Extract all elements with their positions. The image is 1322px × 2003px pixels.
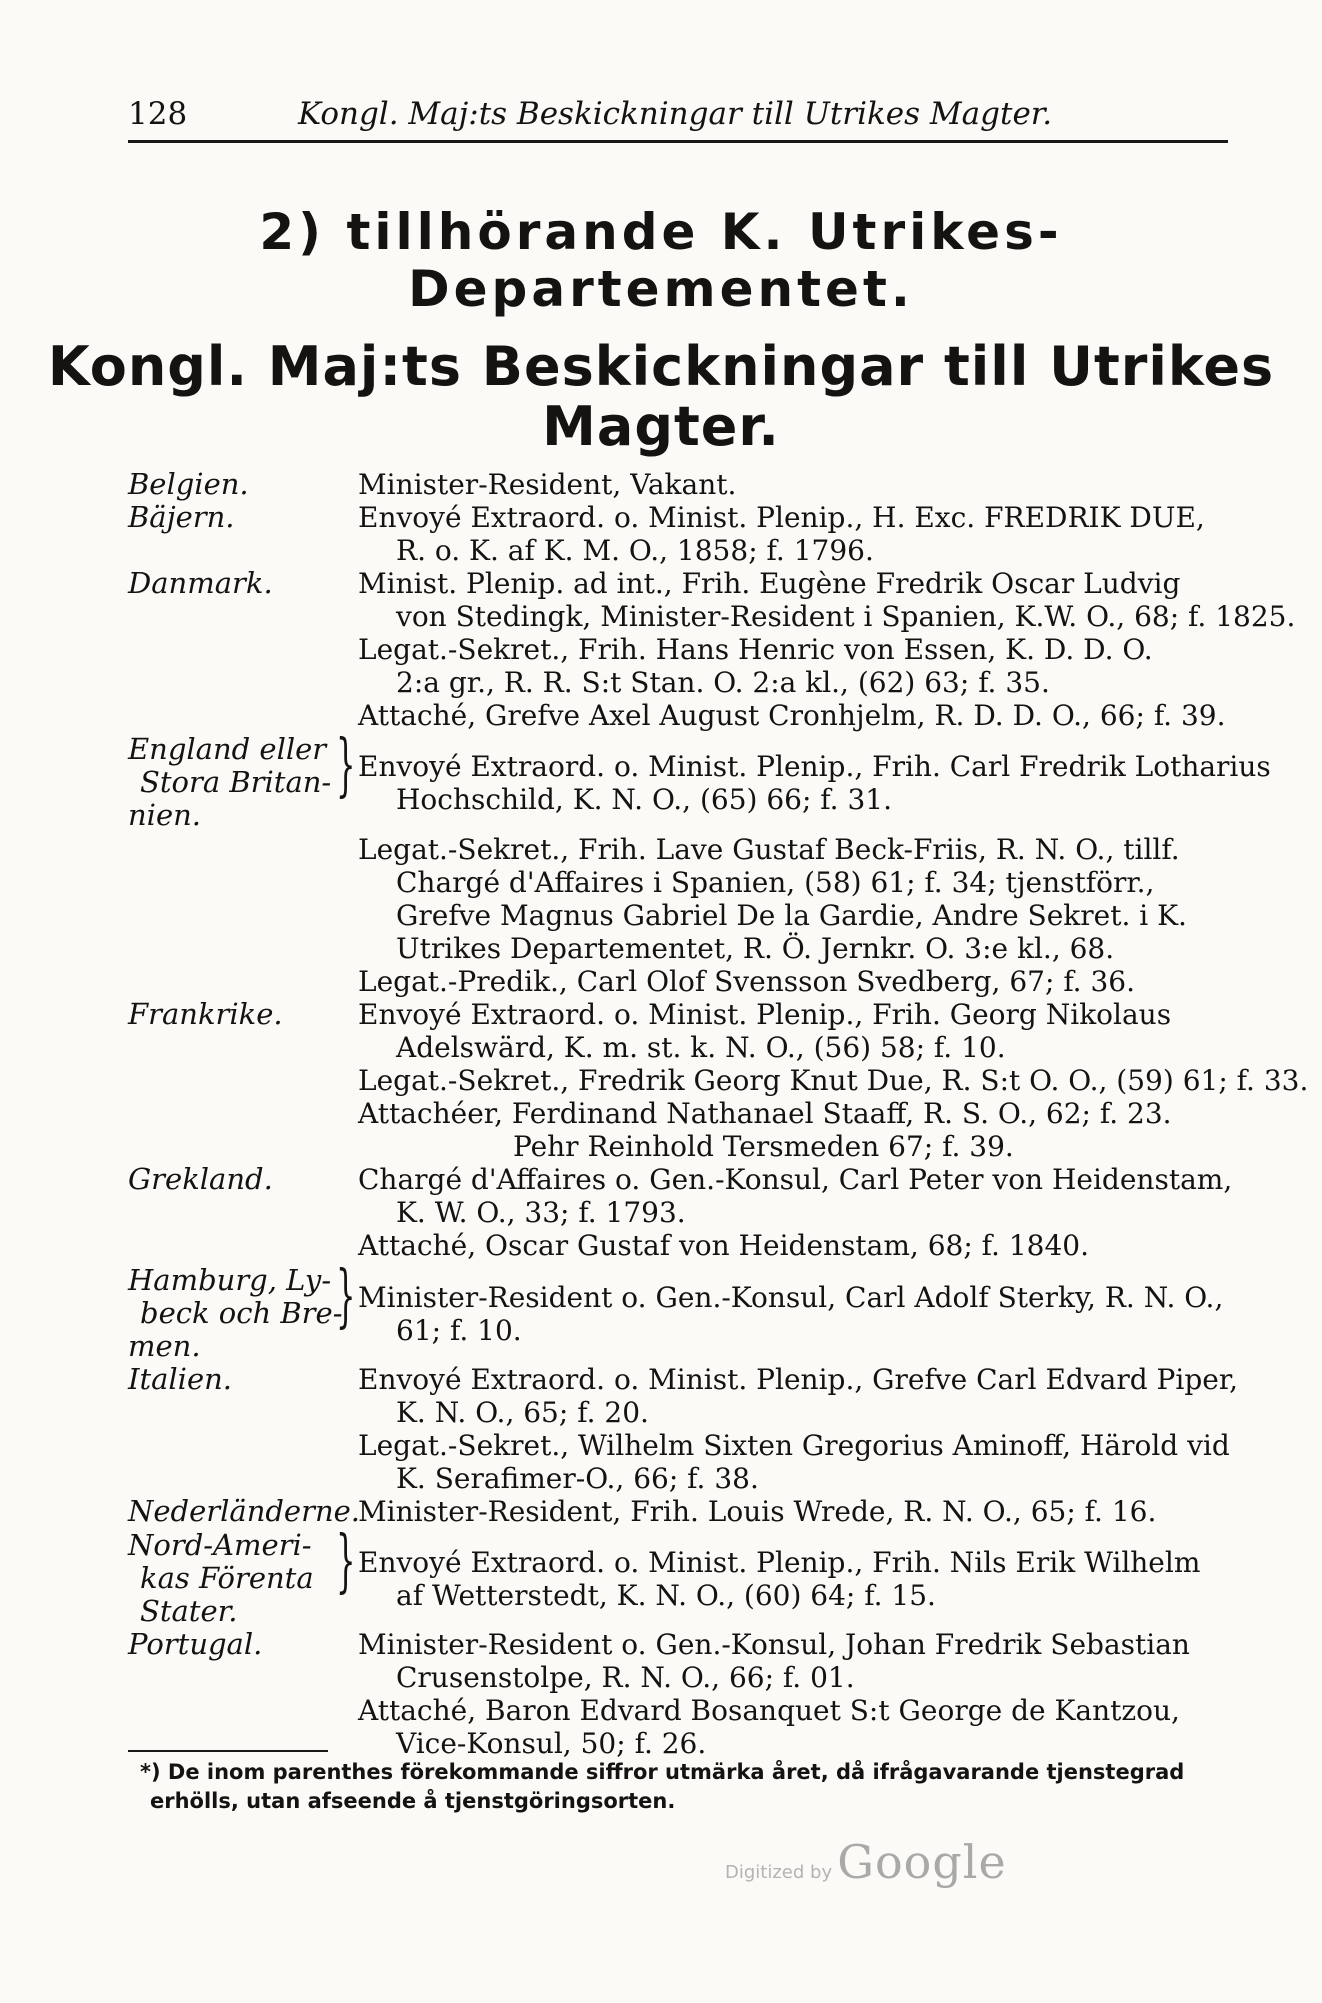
entry-line: Minister-Resident, Vakant. (358, 468, 737, 501)
digitized-watermark (725, 1835, 1007, 1889)
entry-line: Legat.-Sekret., Frih. Lave Gustaf Beck-Friis, R. N. O., tillf. (358, 833, 1180, 866)
entry-line: Legat.-Sekret., Wilhelm Sixten Gregorius Aminoff, Härold vid (358, 1429, 1230, 1462)
country-nordamerika-line-1: Nord-Ameri- (128, 1528, 312, 1562)
entry-line: von Stedingk, Minister-Resident i Spanien, K.W. O., 68; f. 1825. (396, 600, 1296, 633)
country-england-line-2: Stora Britan- (140, 765, 332, 799)
entry-danmark-sekret (358, 633, 1228, 699)
main-heading-line-2: Magter. (542, 395, 780, 458)
entry-england-sekret (358, 833, 1228, 965)
entry-line: K. N. O., 65; f. 20. (396, 1396, 649, 1429)
entry-danmark-minister (358, 567, 1296, 633)
main-heading-line-1: Kongl. Maj:ts Beskickningar till Utrikes (47, 335, 1275, 398)
entry-frankrike-envoye (358, 998, 1228, 1064)
footnote (140, 1758, 1230, 1816)
page-number: 128 (128, 96, 188, 132)
section-heading-line-1: 2) tillhörande K. Utrikes- (259, 203, 1063, 261)
brace-nordamerika: } (336, 1522, 356, 1601)
country-portugal: Portugal. (128, 1627, 263, 1661)
section-heading-line-2: Departementet. (408, 260, 914, 318)
country-hamburg-line-2: beck och Bre- (140, 1296, 343, 1330)
footnote-line-1: *) De inom parenthes förekommande siffror utmärka året, då ifrågavarande tjenstegrad (140, 1760, 1185, 1784)
entry-portugal-minister (358, 1628, 1228, 1694)
entry-bajern (358, 501, 1228, 567)
entry-line: Minist. Plenip. ad int., Frih. Eugène Fredrik Oscar Ludvig (358, 567, 1181, 600)
entry-line: Legat.-Sekret., Fredrik Georg Knut Due, R. S:t O. O., (59) 61; f. 33. (358, 1064, 1309, 1097)
entry-belgien (358, 468, 1228, 501)
entry-line: Attaché, Grefve Axel August Cronhjelm, R. D. D. O., 66; f. 39. (358, 699, 1226, 732)
footnote-line-2: erhölls, utan afseende å tjenstgöringsorten. (150, 1789, 676, 1813)
country-hamburg-line-3: men. (128, 1329, 201, 1363)
entry-line: R. o. K. af K. M. O., 1858; f. 1796. (396, 534, 874, 567)
country-nordamerika-line-2: kas Förenta (140, 1561, 314, 1595)
country-frankrike: Frankrike. (128, 997, 283, 1031)
entry-danmark-attache (358, 699, 1228, 732)
entry-line: Minister-Resident, Frih. Louis Wrede, R. N. O., 65; f. 16. (358, 1495, 1157, 1528)
entry-line: Vice-Konsul, 50; f. 26. (396, 1727, 707, 1760)
entry-portugal-attache (358, 1694, 1228, 1760)
brace-hamburg: } (336, 1257, 356, 1336)
country-hamburg (128, 1264, 343, 1363)
entry-nederlanderne (358, 1495, 1228, 1528)
entry-line: Legat.-Predik., Carl Olof Svensson Svedberg, 67; f. 36. (358, 965, 1136, 998)
entry-line: Adelswärd, K. m. st. k. N. O., (56) 58; f. 10. (396, 1031, 1006, 1064)
entry-line: 2:a gr., R. R. S:t Stan. O. 2:a kl., (62) 63; f. 35. (396, 666, 1050, 699)
brace-england: } (336, 726, 356, 805)
entry-line: Minister-Resident o. Gen.-Konsul, Johan Fredrik Sebastian (358, 1628, 1190, 1661)
watermark-google-logo: Google (837, 1835, 1007, 1889)
entry-line: K. Serafimer-O., 66; f. 38. (396, 1462, 759, 1495)
entry-line: Attaché, Oscar Gustaf von Heidenstam, 68; f. 1840. (358, 1229, 1090, 1262)
entry-line: Minister-Resident o. Gen.-Konsul, Carl Adolf Sterky, R. N. O., (358, 1281, 1224, 1314)
entry-line: Hochschild, K. N. O., (65) 66; f. 31. (396, 783, 892, 816)
entry-line: Utrikes Departementet, R. Ö. Jernkr. O. 3:e kl., 68. (396, 932, 1115, 965)
country-hamburg-line-1: Hamburg, Ly- (128, 1263, 332, 1297)
country-england (128, 733, 331, 832)
entry-italien-envoye (358, 1363, 1239, 1429)
watermark-small: Digitized by (725, 1862, 833, 1883)
entry-line: Crusenstolpe, R. N. O., 66; f. 01. (396, 1661, 855, 1694)
entry-frankrike-sekret (358, 1064, 1309, 1097)
country-nordamerika (128, 1529, 314, 1628)
country-nordamerika-line-3: Stater. (140, 1594, 238, 1628)
entry-line: Envoyé Extraord. o. Minist. Plenip., H. Exc. FREDRIK DUE, (358, 501, 1205, 534)
entry-line: K. W. O., 33; f. 1793. (396, 1196, 686, 1229)
country-nederlanderne: Nederländerne. (128, 1494, 361, 1528)
entry-line: af Wetterstedt, K. N. O., (60) 64; f. 15. (396, 1579, 936, 1612)
entry-grekland-charge (358, 1163, 1233, 1229)
entry-line: Grefve Magnus Gabriel De la Gardie, Andre Sekret. i K. (396, 899, 1187, 932)
country-bajern: Bäjern. (128, 500, 235, 534)
entry-frankrike-attache (358, 1097, 1228, 1163)
country-belgien: Belgien. (128, 467, 249, 501)
entry-england-envoye (358, 750, 1271, 816)
country-danmark: Danmark. (128, 566, 273, 600)
entry-line: Envoyé Extraord. o. Minist. Plenip., Frih. Nils Erik Wilhelm (358, 1546, 1201, 1579)
entry-line: Pehr Reinhold Tersmeden 67; f. 39. (513, 1130, 1014, 1163)
entry-line: Legat.-Sekret., Frih. Hans Henric von Essen, K. D. D. O. (358, 633, 1153, 666)
entry-line: Attaché, Baron Edvard Bosanquet S:t George de Kantzou, (358, 1694, 1180, 1727)
entry-england-predik (358, 965, 1228, 998)
country-england-line-3: nien. (128, 798, 202, 832)
entry-line: Envoyé Extraord. o. Minist. Plenip., Frih. Georg Nikolaus (358, 998, 1172, 1031)
running-title: Kongl. Maj:ts Beskickningar till Utrikes Magter. (298, 96, 1053, 132)
country-italien: Italien. (128, 1362, 233, 1396)
entry-line: Attachéer, Ferdinand Nathanael Staaff, R. S. O., 62; f. 23. (358, 1097, 1172, 1130)
entry-italien-sekret (358, 1429, 1228, 1495)
country-grekland: Grekland. (128, 1162, 273, 1196)
entry-hamburg (358, 1281, 1228, 1347)
entry-grekland-attache (358, 1229, 1228, 1262)
entry-line: Chargé d'Affaires o. Gen.-Konsul, Carl Peter von Heidenstam, (358, 1163, 1233, 1196)
country-england-line-1: England eller (128, 732, 327, 766)
entry-nordamerika (358, 1546, 1228, 1612)
entry-line: 61; f. 10. (396, 1314, 522, 1347)
entry-line: Envoyé Extraord. o. Minist. Plenip., Frih. Carl Fredrik Lotharius (358, 750, 1271, 783)
running-header (128, 96, 1228, 143)
footnote-rule (128, 1750, 328, 1752)
entry-line: Chargé d'Affaires i Spanien, (58) 61; f. 34; tjenstförr., (396, 866, 1155, 899)
entry-line: Envoyé Extraord. o. Minist. Plenip., Grefve Carl Edvard Piper, (358, 1363, 1239, 1396)
